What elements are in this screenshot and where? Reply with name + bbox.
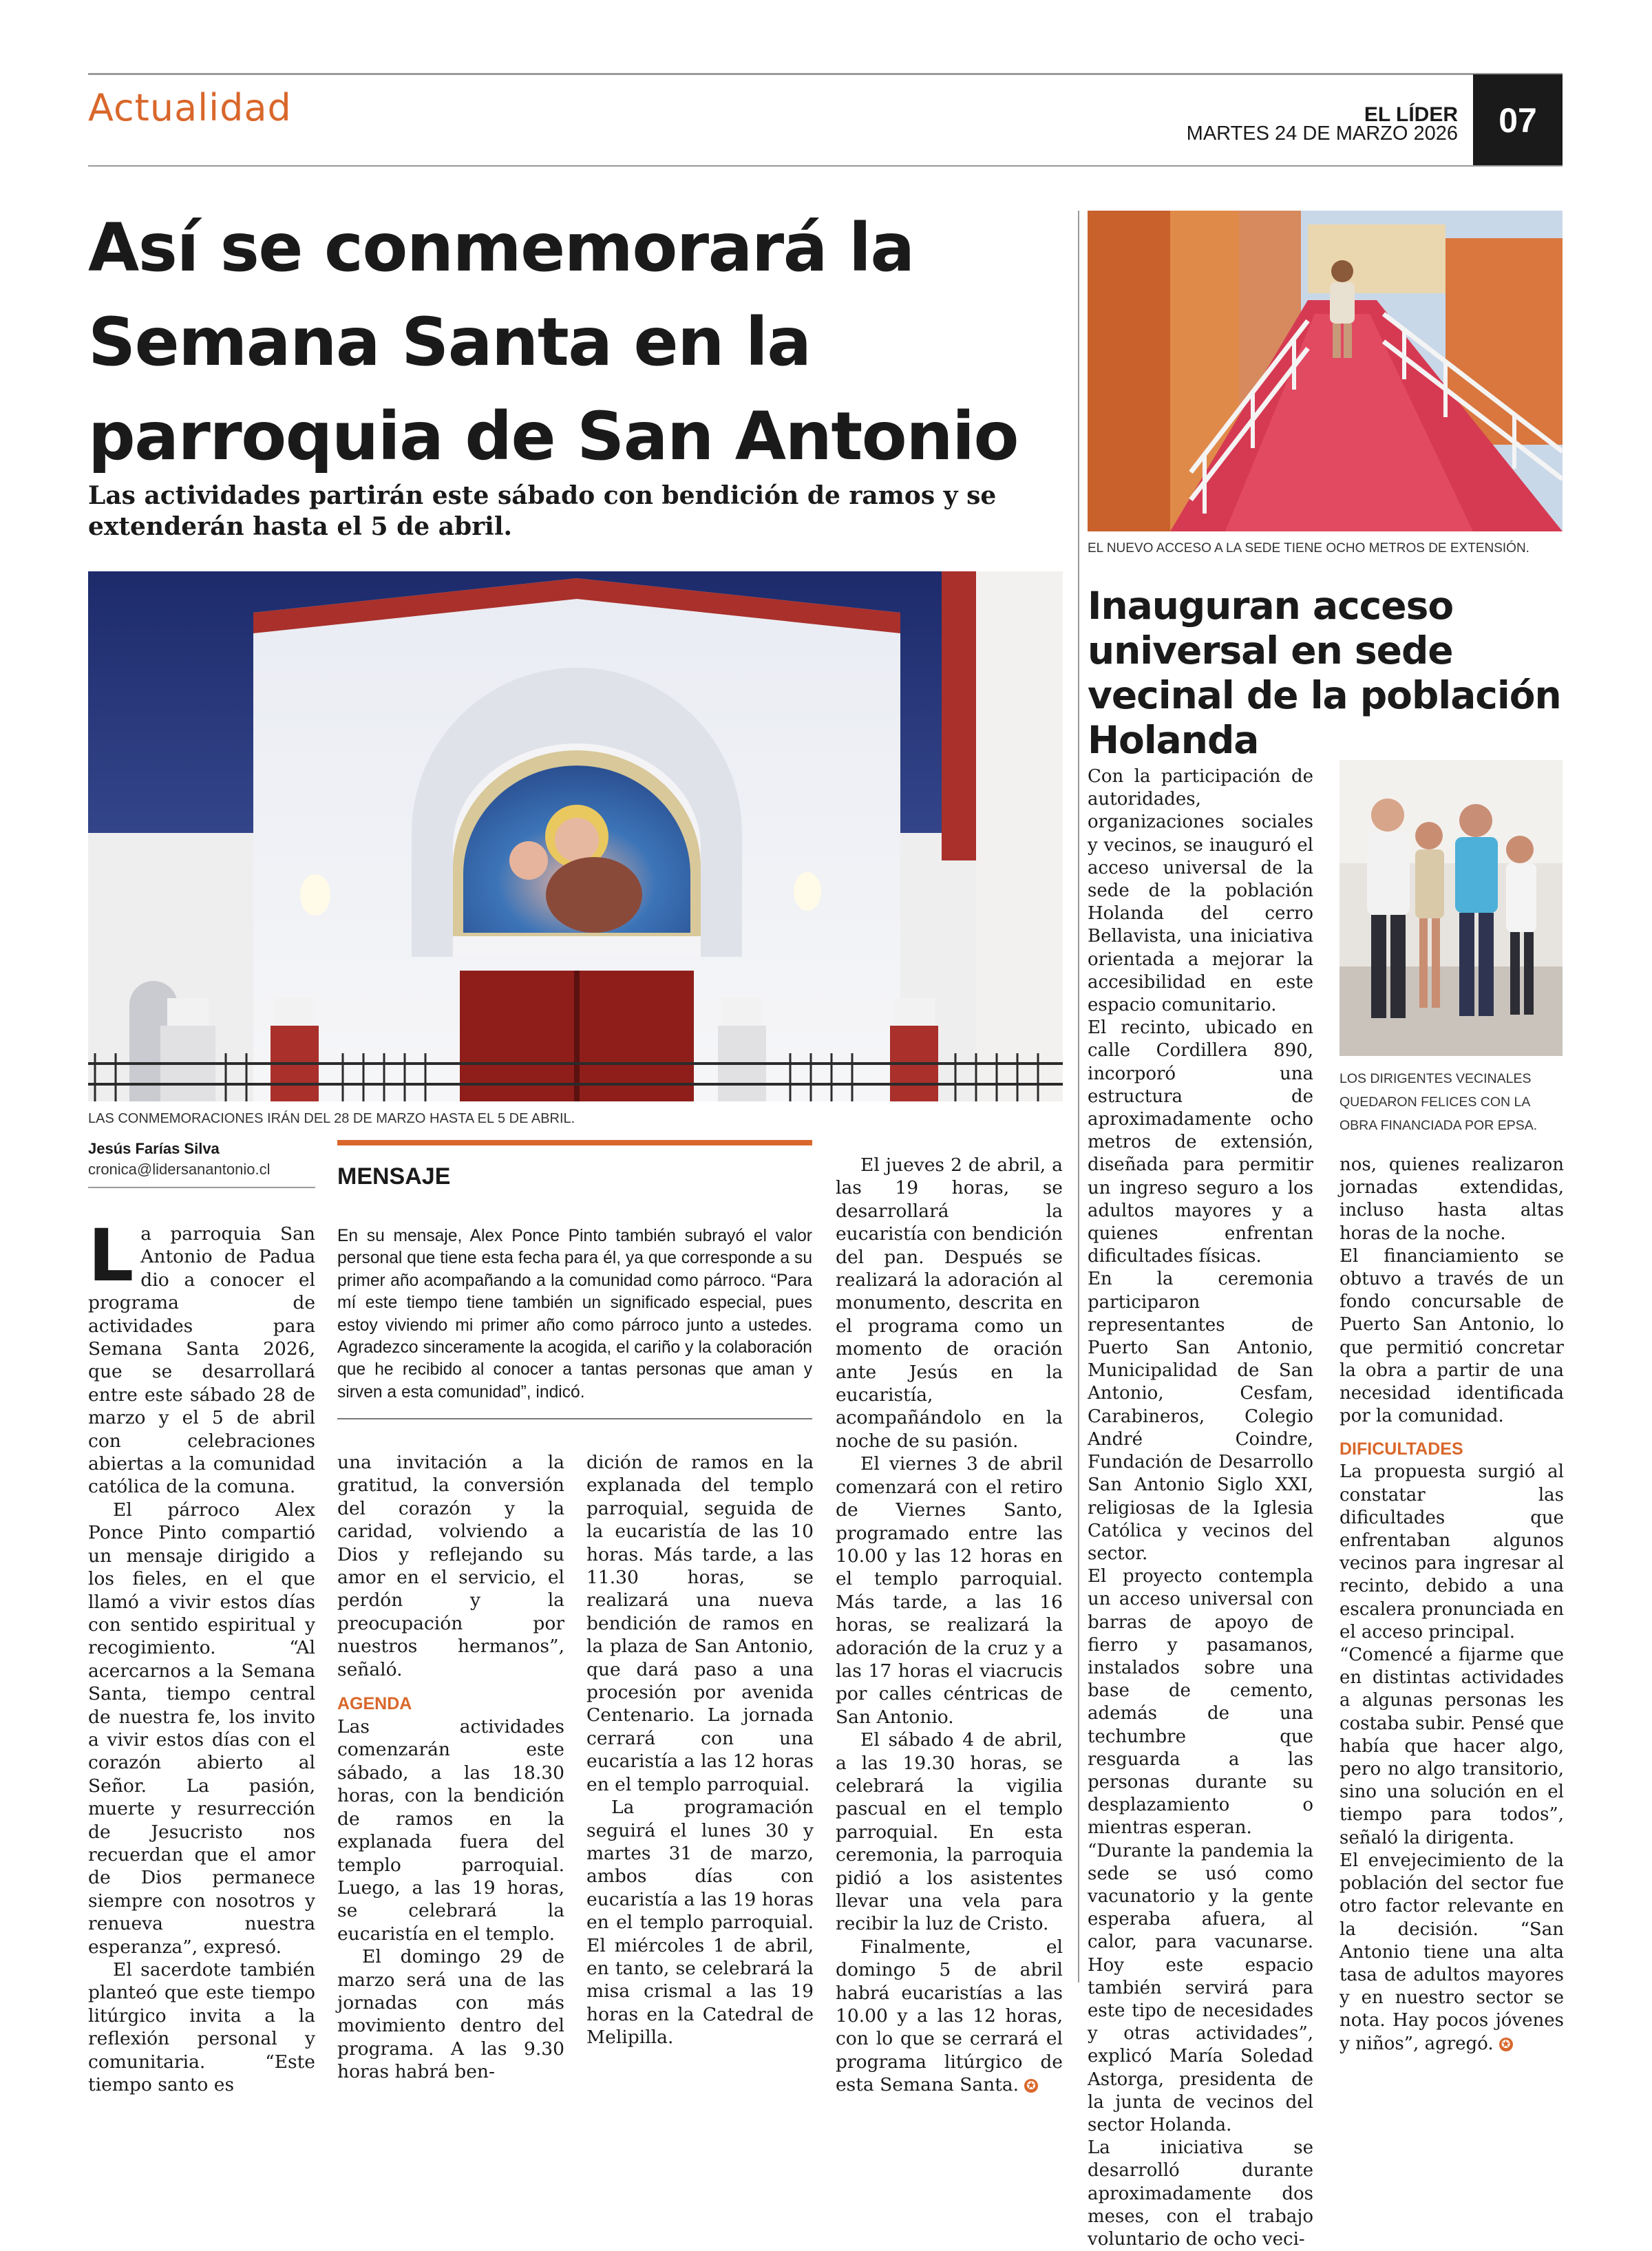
message-box-text: En su mensaje, Alex Ponce Pinto también subrayó el valor personal que tiene esta fecha para él, ya que corresponde a su primer año acompañando a la comunidad como párroco. “Para mí este tiempo tiene también un significado especial, pues estoy viviendo mi primer año como párroco junto a ustedes. Agradezco sinceramente la acogida, el cariño y la colaboración que he recibido al conocer a tantas personas que aman y sirven a esta comunidad”, indicó.: [337, 1227, 812, 1402]
page-number: 07: [1473, 74, 1563, 167]
side-column-2: [1339, 1154, 1564, 2056]
group-illustration: [1339, 760, 1563, 1056]
paragraph: La programación seguirá el lunes 30 y martes 31 de marzo, ambos días con eucaristía a las 19 horas en el templo parroquial. El miércoles 1 de abril, en tanto, se celebrará la misa crismal a las 19 horas en la Catedral de Melipilla.: [586, 1797, 814, 2049]
side-column-1: [1088, 765, 1313, 2251]
ramp-photo-caption: EL NUEVO ACCESO A LA SEDE TIENE OCHO METROS DE EXTENSIÓN.: [1088, 541, 1529, 556]
byline-author: Jesús Farías Silva: [88, 1140, 220, 1157]
paragraph: nos, quienes realizaron jornadas extendidas, incluso hasta altas horas de la noche.: [1339, 1154, 1564, 1244]
top-rule: [88, 73, 1563, 75]
paragraph: El recinto, ubicado en calle Cordillera 890, incorporó una estructura de aproximadamente ocho metros de extensión, diseñada para permitir un ingreso seguro a los adultos mayores y a quienes enfrentan dificultades físicas.: [1088, 1017, 1313, 1267]
end-mark-icon: ✪: [1499, 2038, 1513, 2051]
paragraph-text: El envejecimiento de la población del sector fue otro factor relevante en la decisión. “San Antonio tiene una alta tasa de adultos mayores y en nuestro sector se nota. Hay pocos jóvenes y niños”, agregó.: [1339, 1850, 1564, 2054]
paragraph: El jueves 2 de abril, a las 19 horas, se desarrollará la eucaristía con bendición del pan. Después se realizará la adoración al monumento, descrita en el programa como un momento de oración ante Jesús en la eucaristía, acompañándolo en la noche de su pasión.: [836, 1154, 1063, 1452]
main-column-4: [836, 1154, 1063, 2097]
paragraph: El financiamiento se obtuvo a través de un fondo concursable de Puerto San Antonio, lo que permitió concretar la obra a partir de una necesidad identificada por la comunidad.: [1339, 1245, 1564, 1427]
paragraph: El viernes 3 de abril comenzará con el retiro de Viernes Santo, programado entre las 10.00 y las 12 horas en el templo parroquial. Más tarde, a las 16 horas, se realizará la adoración de la cruz y a las 17 horas el viacrucis por calles céntricas de San Antonio.: [836, 1453, 1063, 1728]
paragraph: El domingo 29 de marzo será una de las jornadas con más movimiento dentro del programa. A las 9.30 horas habrá ben-: [337, 1946, 564, 2083]
ramp-photo: [1088, 211, 1563, 531]
paragraph: Con la participación de autoridades, organizaciones sociales y vecinos, se inauguró el acceso universal de la sede de la población Holanda del cerro Bellavista, una iniciativa orientada a mejorar la accesibilidad en este espacio comunitario.: [1088, 766, 1313, 1016]
main-column-1: [88, 1214, 315, 2096]
group-photo: [1339, 760, 1563, 1056]
paragraph: una invitación a la gratitud, la conversión del corazón y la caridad, volviendo a Dios y reflejando su amor en el servicio, el perdón y la preocupación por nuestros hermanos”, señaló.: [337, 1452, 564, 1680]
church-photo: [88, 571, 1063, 1101]
main-column-3: [586, 1451, 814, 2049]
message-box-bar: [337, 1140, 812, 1145]
lead-paragraph: [88, 1214, 315, 1499]
difficulties-subhead: DIFICULTADES: [1339, 1439, 1463, 1459]
paragraph: En la ceremonia participaron representantes de Puerto San Antonio, Municipalidad de San Antonio, Cesfam, Carabineros, Colegio André Coindre, Fundación de Desarrollo San Antonio Siglo XXI, religiosas de la Iglesia Católica y vecinos del sector.: [1088, 1269, 1313, 1564]
message-box-title: MENSAJE: [337, 1163, 451, 1190]
paragraph: “Durante la pandemia la sede se usó como vacunatorio y la gente esperaba afuera, al calor, para vacunarse. Hoy este espacio también servirá para este tipo de necesidades y otras actividades”, explicó María Soledad Astorga, presidenta de la junta de vecinos del sector Holanda.: [1088, 1840, 1313, 2135]
church-illustration: [88, 571, 1063, 1101]
paragraph: “Comencé a fijarme que en distintas actividades a algunas personas les costaba subir. Pensé que había que hacer algo, pero no algo transitorio, sino una solución en el tiempo para todos”, señaló la dirigenta.: [1339, 1645, 1564, 1848]
main-column-2: [337, 1451, 564, 2084]
main-deck: Las actividades partirán este sábado con bendición de ramos y se extenderán hasta el 5 de abril.: [88, 481, 997, 541]
group-photo-caption: LOS DIRIGENTES VECINALES QUEDARON FELICES CON LA OBRA FINANCIADA POR EPSA.: [1339, 1071, 1538, 1133]
church-photo-caption: LAS CONMEMORACIONES IRÁN DEL 28 DE MARZO HASTA EL 5 DE ABRIL.: [88, 1111, 575, 1126]
paragraph: [836, 1936, 1063, 2097]
newspaper-name: EL LÍDER: [1364, 103, 1458, 126]
dropcap: L: [88, 1214, 134, 1298]
paragraph: La propuesta surgió al constatar las dificultades que enfrentaban algunos vecinos para ingresar al recinto, debido a una escalera pronunciada en el acceso principal.: [1339, 1461, 1564, 1642]
message-box-rule: [337, 1418, 812, 1419]
paragraph: El párroco Alex Ponce Pinto compartió un mensaje dirigido a los fieles, en el que llamó a vivir estos días con sentido espiritual y recogimiento. “Al acercarnos a la Semana Santa, tiempo central de nuestra fe, los invito a vivir estos días con el corazón abierto al Señor. La pasión, muerte y resurrección de Jesucristo nos recuerdan que el amor de Dios permanece siempre con nosotros y renueva nuestra esperanza”, expresó.: [88, 1499, 315, 1958]
paragraph: dición de ramos en la explanada del templo parroquial, seguida de la eucaristía de las 10 horas. Más tarde, a las 11.30 horas, se realizará una nueva bendición de ramos en la plaza de San Antonio, que dará paso a una procesión por avenida Centenario. La jornada cerrará con una eucaristía a las 12 horas en el templo parroquial.: [586, 1452, 814, 1795]
paragraph: El sacerdote también planteó que este tiempo litúrgico invita a la reflexión personal y comunitaria. “Este tiempo santo es: [88, 1959, 315, 2096]
paragraph: El sábado 4 de abril, a las 19.30 horas, se celebrará la vigilia pascual en el templo parroquial. En esta ceremonia, la parroquia pidió a los asistentes llevar una vela para recibir la luz de Cristo.: [836, 1729, 1063, 1935]
paragraph: Las actividades comenzarán este sábado, a las 18.30 horas, con la bendición de ramos en la explanada fuera del templo parroquial. Luego, a las 19 horas, se celebrará la eucaristía en el templo.: [337, 1716, 564, 1945]
agenda-subhead: AGENDA: [337, 1694, 412, 1714]
end-mark-icon: ✪: [1024, 2079, 1038, 2093]
section-label: Actualidad: [88, 86, 292, 129]
paragraph: [1339, 1850, 1564, 2056]
story-divider: [1078, 211, 1079, 1983]
paragraph: El proyecto contempla un acceso universal con barras de apoyo de fierro y pasamanos, instalados sobre una base de cemento, además de una techumbre que resguarda a las personas durante su desplazamiento o mientras esperan.: [1088, 1566, 1313, 1839]
paragraph-text: Finalmente, el domingo 5 de abril habrá eucaristías a las 10.00 y a las 12 horas, con lo que se cerrará el programa litúrgico de esta Semana Santa.: [836, 1936, 1063, 2096]
lead-paragraph-text: a parroquia San Antonio de Padua dio a conocer el programa de actividades para Semana Santa 2026, que se desarrollará entre este sábado 28 de marzo y el 5 de abril con celebraciones abiertas a la comunidad católica de la comuna.: [88, 1223, 315, 1498]
header-rule: [88, 165, 1563, 167]
ramp-illustration: [1088, 211, 1563, 531]
side-headline: Inauguran acceso universal en sede vecinal de la población Holanda: [1088, 584, 1561, 762]
paragraph: La iniciativa se desarrolló durante aproximadamente dos meses, con el trabajo voluntario de ocho veci-: [1088, 2137, 1313, 2250]
byline-email: cronica@lidersanantonio.cl: [88, 1161, 271, 1178]
issue-date: MARTES 24 DE MARZO 2026: [1186, 123, 1458, 145]
main-headline: Así se conmemorará la Semana Santa en la parroquia de San Antonio: [88, 209, 1018, 475]
byline-rule: [88, 1187, 315, 1188]
